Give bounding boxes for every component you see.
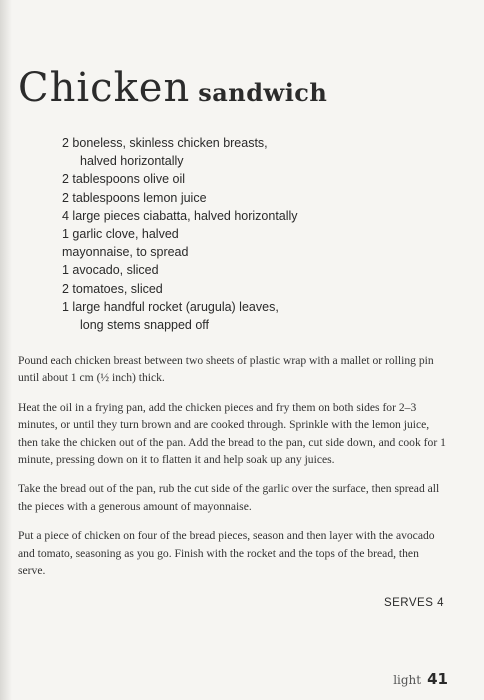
method-text	[18, 352, 448, 591]
page-number: 41	[427, 670, 448, 688]
method-step: Heat the oil in a frying pan, add the chicken pieces and fry them on both sides for 2–3 minutes, or until they turn brown and are cooked through. Sprinkle with the lemon juice, then take the chicken out of the pan. Add the bread to the pan, cut side down, and cook for 1 minute, pressing down on it to flatten it and help soak up any juices.	[18, 400, 446, 467]
method-step: Take the bread out of the pan, rub the cut side of the garlic over the surface, then spread all the pieces with a generous amount of mayonnaise.	[18, 482, 440, 513]
recipe-title-sub: sandwich	[198, 78, 328, 107]
ingredient-item-continued: halved horizontally	[80, 154, 184, 169]
ingredient-item: 1 garlic clove, halved	[62, 227, 179, 242]
page-gutter-shadow	[0, 0, 12, 700]
ingredient-item: 2 tomatoes, sliced	[62, 281, 163, 296]
recipe-title	[18, 65, 328, 111]
ingredient-item: 1 large handful rocket (arugula) leaves,	[62, 299, 279, 314]
method-step: Pound each chicken breast between two sheets of plastic wrap with a mallet or rolling pin until about 1 cm (½ inch) thick.	[18, 354, 434, 385]
section-name: light	[393, 673, 422, 687]
ingredient-item: 2 boneless, skinless chicken breasts,	[62, 136, 268, 150]
ingredient-item: mayonnaise, to spread	[62, 245, 189, 260]
method-step: Put a piece of chicken on four of the bread pieces, season and then layer with the avocado and tomato, seasoning as you go. Finish with the rocket and the tops of the bread, then serve.	[18, 529, 435, 578]
serves-label: SERVES 4	[383, 597, 444, 609]
ingredient-item: 2 tablespoons olive oil	[62, 172, 185, 187]
ingredient-item-continued: long stems snapped off	[80, 318, 210, 333]
ingredient-item: 1 avocado, sliced	[62, 263, 159, 278]
page-footer	[393, 672, 448, 688]
ingredient-item: 4 large pieces ciabatta, halved horizontally	[62, 208, 298, 223]
recipe-title-main: Chicken	[18, 65, 191, 111]
ingredient-list	[62, 134, 442, 334]
ingredient-item: 2 tablespoons lemon juice	[62, 190, 207, 205]
